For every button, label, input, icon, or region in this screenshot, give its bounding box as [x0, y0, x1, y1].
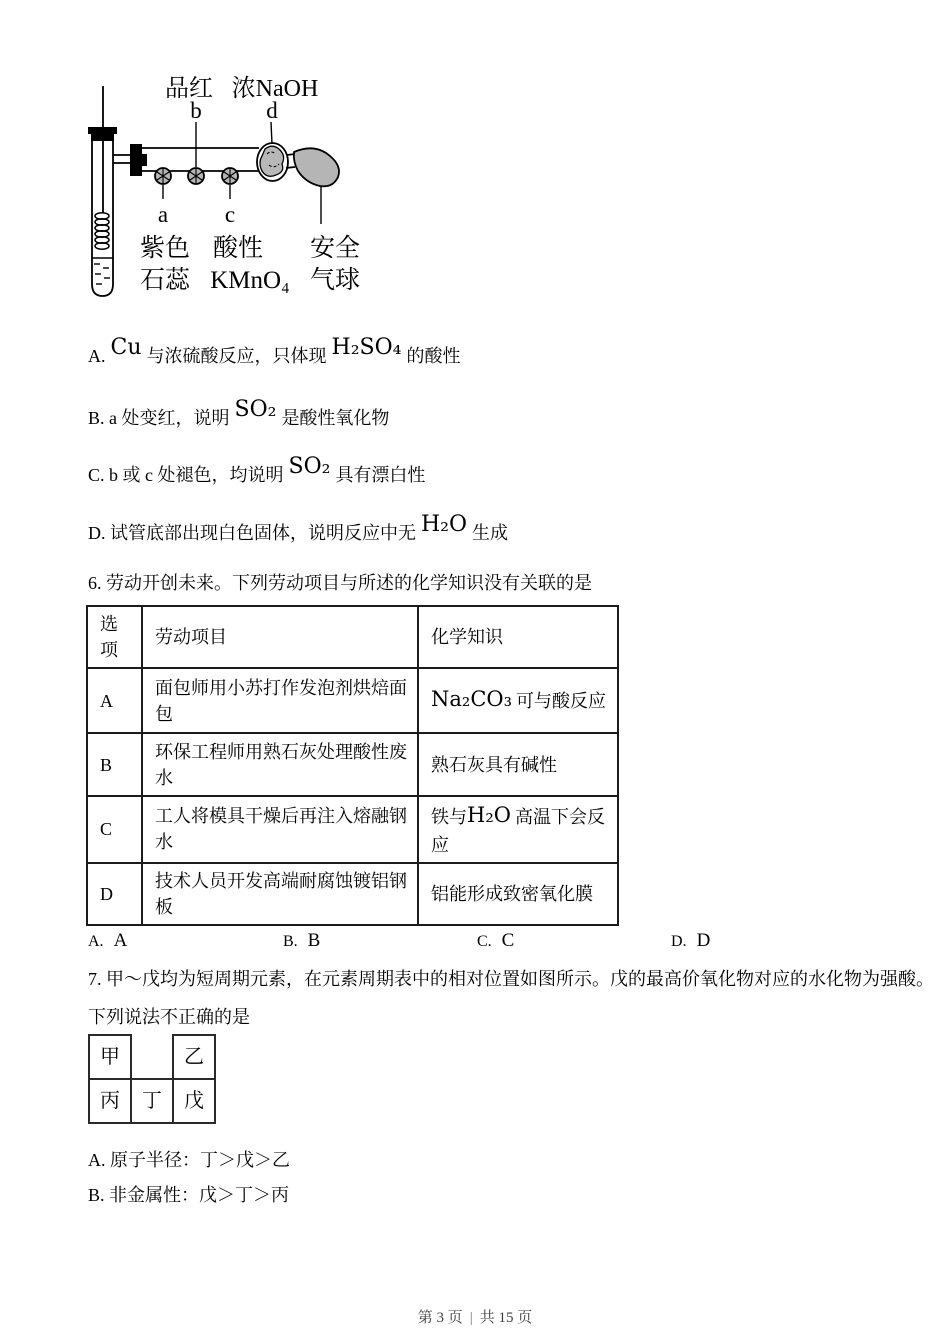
table-row: [87, 733, 618, 796]
knowledge-pre: 铁与: [431, 807, 467, 828]
q7-stem-line2: 下列说法不正确的是: [88, 1007, 250, 1027]
answer-value: A: [113, 930, 128, 951]
naoh-bulb: [257, 143, 288, 181]
header-option: 选项: [87, 606, 142, 668]
answer-value: D: [696, 930, 711, 951]
option-text: 与浓硫酸反应，只体现: [146, 346, 327, 366]
label-zise: 紫色: [139, 235, 191, 262]
row-knowledge: [418, 668, 618, 733]
row-project: 面包师用小苏打作发泡剂烘焙面包: [142, 668, 418, 733]
periodic-position-grid: [88, 1034, 216, 1124]
q6-stem: 6. 劳动开创未来。下列劳动项目与所述的化学知识没有关联的是: [88, 573, 592, 593]
row-key: D: [87, 863, 142, 925]
answer-choice-c: [477, 930, 514, 952]
table-header-row: [87, 606, 618, 668]
apparatus-diagram: [85, 66, 397, 306]
q7-option-a: A. 原子半径：丁＞戊＞乙: [88, 1150, 290, 1170]
option-text: 是酸性氧化物: [281, 408, 390, 428]
q5-option-b: [88, 398, 389, 438]
option-text: 的酸性: [406, 346, 461, 366]
gas-tube: [142, 148, 259, 171]
q7-stem-line1: 7. 甲～戊均为短周期元素，在元素周期表中的相对位置如图所示。戊的最高价氧化物对应的水化物为强酸。: [88, 969, 934, 989]
row-key: C: [87, 796, 142, 863]
knowledge-post: 熟石灰具有碱性: [431, 754, 557, 775]
q6-table: [86, 605, 619, 926]
grid-cell-ding: 丁: [130, 1078, 174, 1124]
q6-answer-row: [0, 930, 950, 954]
row-project: 技术人员开发高端耐腐蚀镀铝钢板: [142, 863, 418, 925]
row-key: B: [87, 733, 142, 796]
copper-coil: [95, 213, 109, 249]
label-suanxing: 酸性: [212, 235, 264, 262]
footer-separator: |: [469, 1310, 473, 1326]
answer-choice-b: [283, 930, 320, 952]
knowledge-post: 可与酸反应: [516, 691, 607, 712]
answer-prefix: A.: [88, 933, 104, 950]
grid-cell-bing: 丙: [88, 1078, 132, 1124]
option-text: A.: [88, 346, 106, 366]
chem-formula: Cu: [110, 335, 142, 360]
answer-choice-a: [88, 930, 127, 952]
side-arm: [113, 155, 130, 163]
label-pinhong: 品红: [165, 76, 213, 102]
answer-choice-d: [671, 930, 710, 952]
answer-prefix: D.: [671, 933, 687, 950]
leader-lines: [163, 122, 321, 224]
label-a: a: [157, 202, 169, 227]
grid-cell-jia: 甲: [88, 1034, 132, 1080]
row-knowledge: [418, 733, 618, 796]
row-project: 工人将模具干燥后再注入熔融钢水: [142, 796, 418, 863]
row-knowledge: [418, 796, 618, 863]
option-text: D. 试管底部出现白色固体，说明反应中无: [88, 523, 416, 543]
option-text: C. b 或 c 处褪色，均说明: [88, 465, 284, 485]
chem-formula: SO₂: [288, 454, 331, 479]
table-row: [87, 863, 618, 925]
label-shirui: 石蕊: [139, 267, 191, 294]
table-row: [87, 796, 618, 863]
header-knowledge: 化学知识: [418, 606, 618, 668]
grid-cell-yi: 乙: [172, 1034, 216, 1080]
cotton-ball-c: [222, 168, 238, 184]
answer-value: C: [501, 930, 515, 951]
chem-formula: H₂O: [421, 512, 468, 537]
page-footer: [0, 1306, 950, 1327]
option-text: 具有漂白性: [335, 465, 426, 485]
answer-value: B: [307, 930, 321, 951]
chem-formula: H₂O: [467, 803, 511, 828]
answer-prefix: C.: [477, 933, 492, 950]
table-row: [87, 668, 618, 733]
option-text: 生成: [472, 523, 509, 543]
answer-prefix: B.: [283, 933, 298, 950]
label-d: d: [266, 98, 278, 123]
chem-formula: H₂SO₄: [331, 335, 402, 360]
knowledge-post: 铝能形成致密氧化膜: [431, 883, 593, 904]
rubber-stopper: [88, 127, 117, 141]
q5-option-a: [88, 336, 460, 376]
footer-total-pages: 共 15 页: [479, 1310, 533, 1326]
label-b: b: [190, 98, 202, 123]
q7-option-b: B. 非金属性：戊＞丁＞丙: [88, 1185, 290, 1205]
q5-option-c: [88, 455, 425, 495]
label-c: c: [224, 202, 236, 227]
chem-formula: SO₂: [234, 397, 277, 422]
q5-option-d: [88, 513, 508, 553]
row-project: 环保工程师用熟石灰处理酸性废水: [142, 733, 418, 796]
label-qiqiu: 气球: [309, 267, 361, 294]
row-knowledge: [418, 863, 618, 925]
header-project: 劳动项目: [142, 606, 418, 668]
cotton-ball-a: [155, 168, 171, 184]
option-text: B. a 处变红，说明: [88, 408, 230, 428]
row-key: A: [87, 668, 142, 733]
safety-balloon: [294, 148, 339, 186]
label-naoh: 浓NaOH: [231, 76, 319, 102]
chem-formula: Na₂CO₃: [431, 687, 513, 712]
footer-page-number: 第 3 页: [417, 1310, 463, 1326]
label-anquan: 安全: [309, 235, 361, 262]
cotton-ball-b: [188, 168, 204, 184]
knowledge-post: 高温下会反应: [431, 807, 605, 855]
grid-cell-wu: 戊: [172, 1078, 216, 1124]
label-kmno4: KMnO₄: [210, 267, 290, 294]
acid-liquid: [92, 258, 113, 284]
